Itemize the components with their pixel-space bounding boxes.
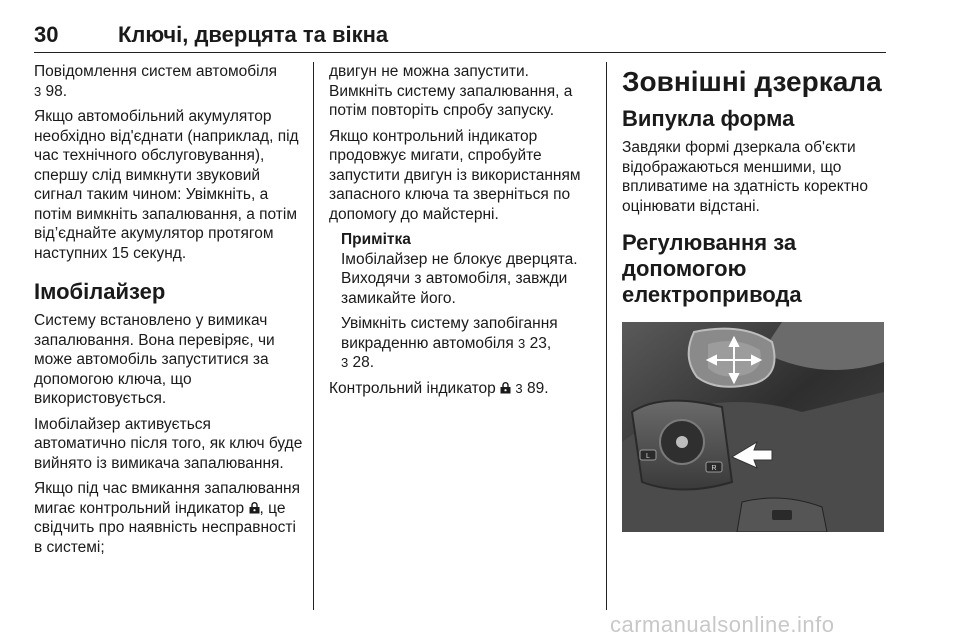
reference-arrow-icon: 3: [515, 380, 523, 396]
column-middle: [329, 62, 595, 404]
mirror-switch-illustration: [622, 322, 884, 532]
note-title: Примітка: [341, 231, 411, 248]
paragraph: Повідомлення систем автомобіля 3 98.: [34, 63, 278, 100]
column-divider: [606, 62, 607, 610]
page-reference[interactable]: 98.: [45, 82, 68, 100]
paragraph: Якщо контрольний індикатор продовжує мигати, спробуйте запустити двигун із використанням запасного ключа та зверніться по допомогу до майстерні.: [329, 127, 581, 223]
mirror-control-photo: [622, 322, 884, 532]
paragraph: Завдяки формі дзеркала об'єкти відображаються меншими, що впливатиме на здатність коректно оцінювати відстані.: [622, 139, 868, 215]
paragraph: Імобілайзер активується автоматично після того, як ключ буде вийнято із вимикача запалювання.: [34, 415, 303, 472]
page-reference[interactable]: 23,: [529, 334, 552, 352]
svg-text:R: R: [711, 465, 717, 472]
page-number: 30: [34, 22, 59, 47]
header-rule: [34, 52, 886, 53]
column-divider: [313, 62, 314, 610]
page-reference[interactable]: 89.: [526, 379, 549, 397]
reference-arrow-icon: 3: [518, 335, 526, 351]
paragraph: двигун не можна запустити. Вимкніть систему запалювання, а потім повторіть спробу запуску.: [329, 63, 573, 119]
page-header: [34, 22, 894, 52]
column-left: [34, 62, 306, 563]
reference-arrow-icon: 3: [341, 355, 349, 370]
svg-text:L: L: [646, 453, 650, 460]
immobilizer-indicator-icon: [500, 382, 511, 394]
subheading-convex-shape: Випукла форма: [622, 106, 795, 131]
column-right: [622, 62, 892, 532]
paragraph: Систему встановлено у вимикач запалювання. Вона перевіряє, чи може автомобіль запуститися за допомогою ключа, що використовується.: [34, 312, 275, 407]
note-box: [329, 230, 595, 373]
chapter-title: Ключі, дверцята та вікна: [118, 22, 389, 47]
note-paragraph: Увімкніть систему запобігання викраденню автомобіля 3 23, 3 28.: [341, 315, 558, 371]
page-reference[interactable]: 28.: [352, 354, 375, 371]
note-paragraph: Імобілайзер не блокує дверцята. Виходячи з автомобіля, завжди замикайте його.: [341, 250, 578, 307]
paragraph: Контрольний індикатор 3 89.: [329, 379, 549, 397]
watermark: carmanualsonline.info: [610, 612, 835, 637]
reference-arrow-icon: 3: [34, 83, 42, 99]
paragraph: Якщо автомобільний акумулятор необхідно від'єднати (наприклад, під час технічного обслуговування), спершу слід вимкнути звуковий сигнал таким чином: Увімкніть, а потім вимкніть запалювання, а потім від’єднайте акумулятор протягом наступних 15 секунд.: [34, 108, 299, 262]
paragraph: Якщо під час вмикання запалювання мигає контрольний індикатор , це свідчить про наявність несправності в системі;: [34, 480, 300, 556]
immobilizer-indicator-icon: [249, 502, 260, 514]
subheading-electric-adjustment: Регулювання за допомогою електропривода: [622, 230, 802, 307]
section-title-exterior-mirrors: Зовнішні дзеркала: [622, 66, 882, 97]
section-heading-immobilizer: Імобілайзер: [34, 279, 166, 304]
